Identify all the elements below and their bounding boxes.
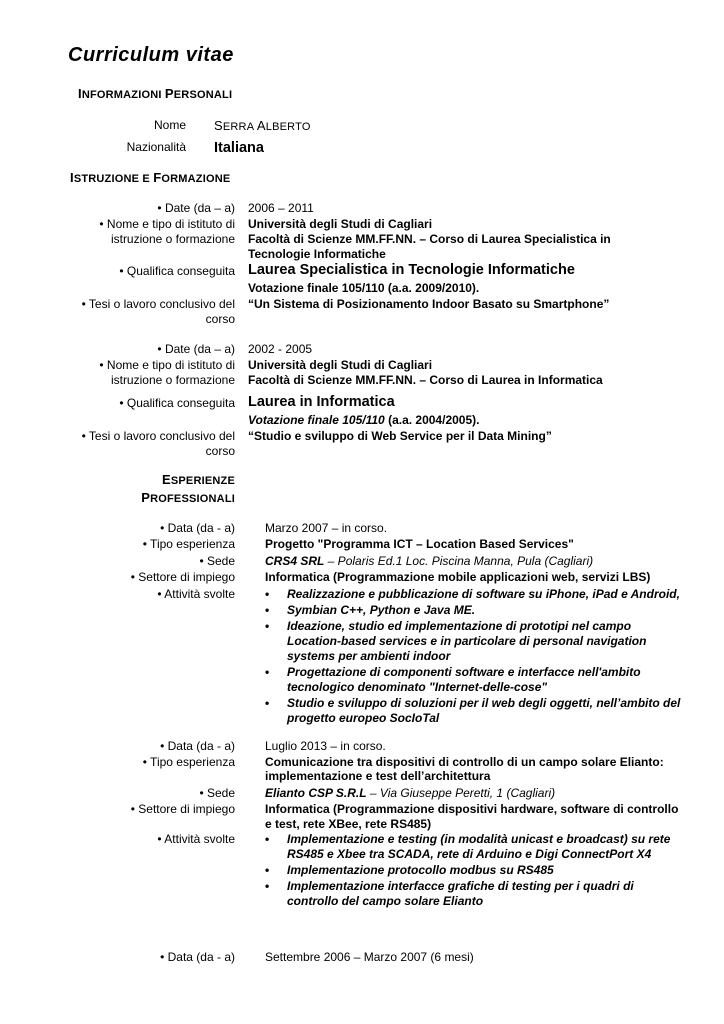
heading-initial: F	[153, 170, 162, 185]
institute-label-line1: • Nome e tipo di istituto di	[99, 217, 235, 231]
activity-line: Implementazione interfacce grafiche di testing per i quadri di	[287, 879, 634, 893]
heading-rest: SPERIENZE	[170, 475, 235, 487]
education-grade: Votazione finale 105/110 (a.a. 2009/2010).	[248, 281, 480, 295]
heading-rest: ERSONALI	[173, 89, 233, 101]
activity-line: progetto europeo SocIoTal	[287, 711, 440, 725]
education-grade-rest: (a.a. 2004/2005).	[384, 413, 480, 427]
education-institute: Università degli Studi di Cagliari	[248, 358, 433, 372]
thesis-label-line1: • Tesi o lavoro conclusivo del	[81, 297, 235, 311]
date-label: • Data (da - a)	[160, 521, 235, 535]
sector-label: • Settore di impiego	[130, 802, 235, 816]
activity-item	[265, 863, 670, 878]
activity-item	[265, 603, 680, 618]
thesis-label-line2: corso	[205, 312, 235, 326]
activity-line: RS485 e Xbee tra SCADA, rete di Arduino e Digi ConnectPort X4	[287, 847, 652, 861]
name-label: Nome	[153, 118, 186, 132]
education-thesis: “Un Sistema di Posizionamento Indoor Basato su Smartphone”	[248, 297, 610, 311]
type-label: • Tipo esperienza	[142, 537, 235, 551]
education-date: 2006 – 2011	[248, 201, 314, 215]
education-grade-italic: Votazione finale 105/110	[248, 413, 385, 427]
section-heading-education	[70, 170, 230, 185]
activity-line: Symbian C++, Python e Java ME.	[287, 603, 476, 617]
nationality-value: Italiana	[214, 140, 264, 156]
activity-item	[265, 879, 670, 909]
activity-line: Studio e sviluppo di soluzioni per il web degli oggetti, nell’ambito del	[287, 696, 681, 710]
experience-type-line1: Comunicazione tra dispositivi di controllo di un campo solare Elianto:	[265, 755, 664, 769]
activity-line: Implementazione e testing (in modalità unicast e broadcast) su rete	[287, 832, 671, 846]
experience-date: Marzo 2007 – in corso.	[265, 521, 388, 535]
activity-item	[265, 832, 670, 862]
education-date: 2002 - 2005	[248, 342, 313, 356]
activity-item	[265, 696, 680, 726]
activity-item	[265, 619, 680, 664]
activities-label: • Attività svolte	[157, 832, 235, 846]
institute-label-line2: istruzione o formazione	[110, 373, 235, 387]
experience-sector: Informatica (Programmazione mobile applicazioni web, servizi LBS)	[265, 570, 651, 584]
section-heading-experience-line2	[141, 490, 235, 505]
education-faculty-line2: Tecnologie Informatiche	[248, 247, 386, 261]
heading-rest: STRUZIONE E	[73, 173, 150, 185]
activity-line: systems per ambienti indoor	[287, 649, 451, 663]
site-name: Elianto CSP S.R.L	[265, 786, 367, 800]
experience-sector-line2: e test, rete XBee, rete RS485)	[265, 817, 432, 831]
qualification-label: • Qualifica conseguita	[119, 264, 235, 278]
site-name: CRS4 SRL	[265, 554, 325, 568]
date-label: • Date (da – a)	[157, 342, 235, 356]
date-label: • Date (da – a)	[157, 201, 235, 215]
institute-label-line2: istruzione o formazione	[110, 232, 235, 246]
nationality-label: Nazionalità	[126, 140, 186, 154]
name-initial: S	[214, 118, 223, 133]
education-thesis: “Studio e sviluppo di Web Service per il Data Mining”	[248, 429, 552, 443]
site-address: – Polaris Ed.1 Loc. Piscina Manna, Pula (Cagliari)	[324, 554, 594, 568]
activity-line: tecnologico denominato "Internet-delle-cose"	[287, 680, 548, 694]
heading-rest: ROFESSIONALI	[150, 493, 235, 505]
name-rest: LBERTO	[265, 121, 311, 133]
date-label: • Data (da - a)	[160, 739, 235, 753]
type-label: • Tipo esperienza	[142, 755, 235, 769]
thesis-label-line2: corso	[205, 444, 235, 458]
site-label: • Sede	[199, 554, 235, 568]
activity-line: Ideazione, studio ed implementazione di prototipi nel campo	[287, 619, 632, 633]
section-heading-experience-line1	[162, 472, 235, 487]
heading-initial: E	[161, 472, 171, 487]
activity-item	[265, 665, 680, 695]
heading-initial: P	[164, 86, 174, 101]
experience-date: Luglio 2013 – in corso.	[265, 739, 386, 753]
qualification-label: • Qualifica conseguita	[119, 396, 235, 410]
education-faculty-line1: Facoltà di Scienze MM.FF.NN. – Corso di Laurea in Informatica	[248, 373, 603, 387]
heading-rest: ORMAZIONE	[161, 173, 231, 185]
heading-initial: P	[141, 490, 151, 505]
activity-line: Location-based services e in particolare di personal navigation	[287, 634, 647, 648]
education-qualification: Laurea Specialistica in Tecnologie Informatiche	[248, 262, 575, 278]
education-qualification: Laurea in Informatica	[248, 394, 395, 410]
heading-rest: NFORMAZIONI	[81, 89, 162, 101]
experience-site	[265, 554, 593, 568]
heading-initial: I	[78, 86, 82, 101]
activity-line: Realizzazione e pubblicazione di software su iPhone, iPad e Android,	[287, 587, 680, 601]
name-value	[214, 118, 311, 133]
activity-line: Progettazione di componenti software e interfacce nell'ambito	[287, 665, 641, 679]
sector-label: • Settore di impiego	[130, 570, 235, 584]
cv-title: Curriculum vitae	[68, 44, 234, 66]
education-faculty-line1: Facoltà di Scienze MM.FF.NN. – Corso di Laurea Specialistica in	[248, 232, 611, 246]
activity-line: controllo del campo solare Elianto	[287, 894, 484, 908]
activity-item	[265, 587, 680, 602]
experience-sector-line1: Informatica (Programmazione dispositivi hardware, software di controllo	[265, 802, 679, 816]
education-institute: Università degli Studi di Cagliari	[248, 217, 433, 231]
institute-label-line1: • Nome e tipo di istituto di	[99, 358, 235, 372]
name-rest: ERRA	[222, 121, 254, 133]
activities-list	[265, 832, 670, 910]
experience-type-line2: implementazione e test dell’architettura	[265, 769, 491, 783]
activities-list	[265, 587, 680, 727]
section-heading-personal	[78, 86, 232, 101]
site-address: – Via Giuseppe Peretti, 1 (Cagliari)	[366, 786, 556, 800]
education-grade	[248, 413, 479, 427]
site-label: • Sede	[199, 786, 235, 800]
thesis-label-line1: • Tesi o lavoro conclusivo del	[81, 429, 235, 443]
experience-date: Settembre 2006 – Marzo 2007 (6 mesi)	[265, 950, 474, 964]
name-initial: A	[256, 118, 266, 133]
experience-site	[265, 786, 555, 800]
activities-label: • Attività svolte	[157, 587, 235, 601]
heading-initial: I	[70, 170, 74, 185]
date-label: • Data (da - a)	[160, 950, 235, 964]
experience-type: Progetto "Programma ICT – Location Based Services"	[265, 537, 574, 551]
activity-line: Implementazione protocollo modbus su RS485	[287, 863, 554, 877]
